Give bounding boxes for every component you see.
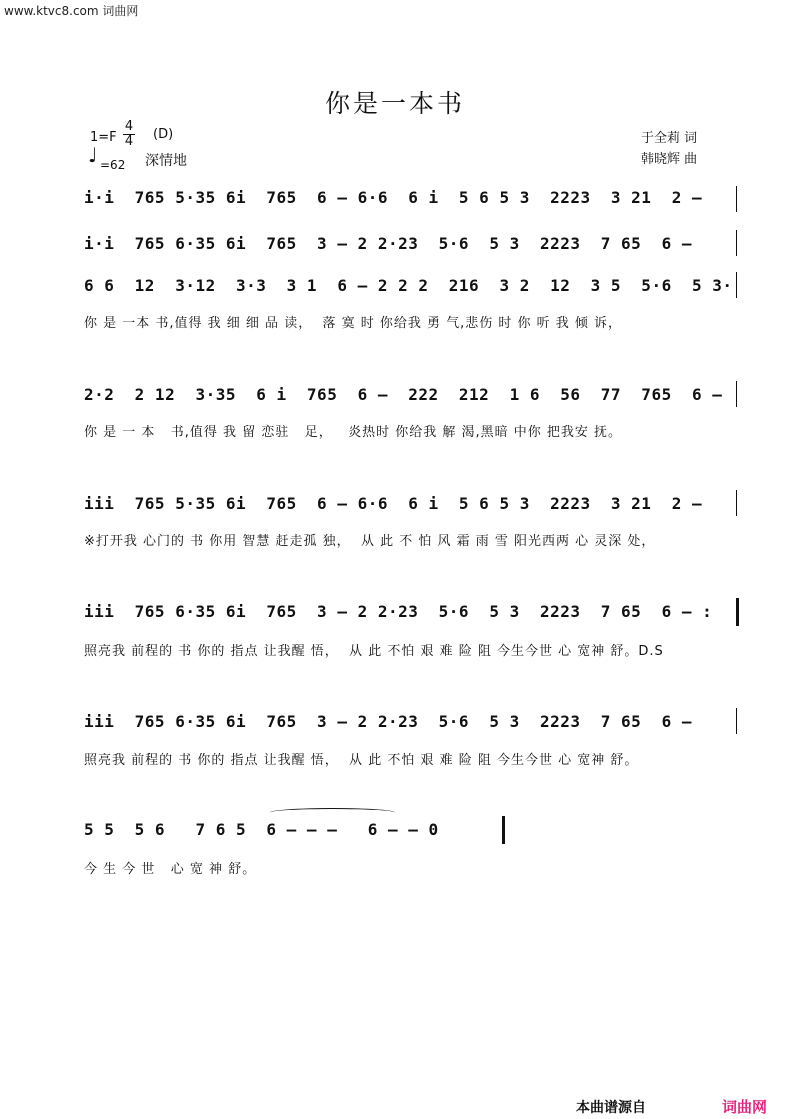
repeat-barline xyxy=(736,598,739,626)
expression-mark: 深情地 xyxy=(145,153,187,169)
score-row-5-notes: iii 765 5·35 6i 765 6 – 6·6 6 i 5 6 5 3 2223 3 21 2 – xyxy=(84,494,703,513)
score-row-7-notes: iii 765 6·35 6i 765 3 – 2 2·23 5·6 5 3 2223 7 65 6 – xyxy=(84,712,692,731)
song-title: 你是一本书 xyxy=(324,89,465,118)
score-row-5-lyrics: ※打开我 心门的 书 你用 智慧 赶走孤 独， 从 此 不 怕 风 霜 雨 雪 阳光西两 心 灵深 处， xyxy=(84,534,656,549)
score-row-6-notes: iii 765 6·35 6i 765 3 – 2 2·23 5·6 5 3 2223 7 65 6 – : xyxy=(84,602,713,621)
lyricist-credit: 于全莉 词 xyxy=(641,131,698,146)
score-row-8-lyrics: 今 生 今 世 心 宽 神 舒。 xyxy=(84,862,257,877)
time-signature-bottom: 4 xyxy=(124,134,134,149)
score-row-3-notes: 6 6 12 3·12 3·3 3 1 6 – 2 2 2 216 3 2 12 3 5 5·6 5 3· xyxy=(84,276,733,295)
site-url[interactable]: www.ktvc8.com 词曲网 xyxy=(4,4,139,18)
barline xyxy=(736,708,737,734)
tempo: =62 xyxy=(100,158,126,172)
score-row-4-lyrics: 你 是 一 本 书,值得 我 留 恋驻 足， 炎热时 你给我 解 渴,黑暗 中你 把我安 抚。 xyxy=(84,425,623,440)
barline xyxy=(736,490,737,516)
final-barline xyxy=(502,816,505,844)
barline xyxy=(736,186,737,212)
score-row-8-notes: 5 5 5 6 7 6 5 6 – – – 6 – – 0 xyxy=(84,820,439,839)
score-row-2-notes: i·i 765 6·35 6i 765 3 – 2 2·23 5·6 5 3 2223 7 65 6 – xyxy=(84,234,692,253)
time-signature-top: 4 xyxy=(124,119,134,134)
score-row-7-lyrics: 照亮我 前程的 书 你的 指点 让我醒 悟， 从 此 不怕 艰 难 险 阻 今生今世 心 宽神 舒。 xyxy=(84,753,639,768)
alt-key: (D) xyxy=(153,127,174,142)
barline xyxy=(736,230,737,256)
composer-credit: 韩晓辉 曲 xyxy=(641,152,698,167)
score-row-6-lyrics: 照亮我 前程的 书 你的 指点 让我醒 悟， 从 此 不怕 艰 难 险 阻 今生今世 心 宽神 舒。D.S xyxy=(84,644,664,659)
quarter-note-icon: ♩ xyxy=(88,143,98,167)
score-row-4-notes: 2·2 2 12 3·35 6 i 765 6 – 222 212 1 6 56 77 765 6 – xyxy=(84,385,723,404)
score-row-3-lyrics: 你 是 一本 书,值得 我 细 细 品 读， 落 寞 时 你给我 勇 气,悲伤 时 你 听 我 倾 诉， xyxy=(84,316,623,331)
site-logo[interactable]: 词曲网 xyxy=(722,1098,768,1116)
barline xyxy=(736,272,737,298)
tie-slur xyxy=(270,808,395,817)
time-signature xyxy=(123,120,135,149)
key-signature: 1=F xyxy=(90,130,117,145)
footer-source-label: 本曲谱源自 xyxy=(576,1100,646,1116)
barline xyxy=(736,381,737,407)
score-row-1-notes: i·i 765 5·35 6i 765 6 – 6·6 6 i 5 6 5 3 2223 3 21 2 – xyxy=(84,188,703,207)
